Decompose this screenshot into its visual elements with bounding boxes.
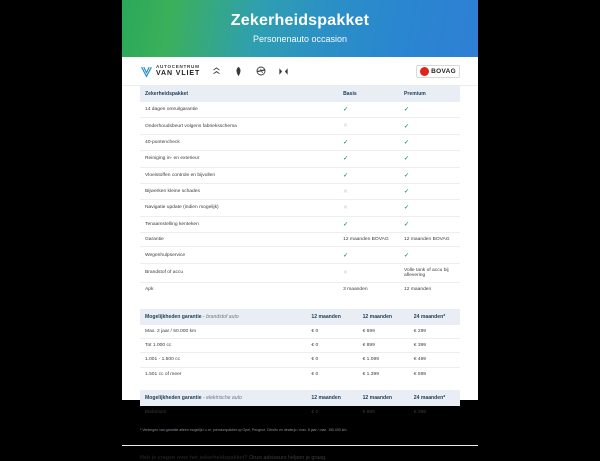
col-header-warranty-electric (140, 390, 306, 406)
col-header-warranty-fuel (140, 309, 306, 325)
check-icon: ✓ (404, 221, 410, 228)
package-table-body (140, 102, 460, 297)
cell-value: 12 maanden BOVAG (404, 237, 450, 243)
feature-basis (338, 200, 399, 216)
table-row (140, 183, 460, 199)
footnote: * Verlengen van garantie alleen mogelijk i.c.m. premiumpakket op Opel, Peugeot, Citroën en dealerjo / max. 8 jaar / max. 150.000 km. (140, 428, 348, 433)
feature-label: Brandstof of accu (140, 263, 338, 282)
logo-bar (122, 57, 478, 86)
feature-basis (338, 233, 399, 247)
warranty-price-3: € 599 (413, 371, 427, 377)
warranty-price-2: € 699 (358, 325, 409, 339)
bovag-mark-icon (420, 67, 429, 76)
feature-basis (338, 183, 399, 199)
cell-value: Volle tank of accu bij aflevering (404, 267, 449, 278)
check-icon: ✓ (404, 189, 410, 196)
table-row (140, 167, 460, 183)
cell-value: 3 maanden (343, 287, 368, 293)
cell-value: 12 maanden (404, 287, 432, 293)
feature-label: Navigatie update (indien mogelijk) (140, 200, 338, 216)
warranty-electric-body (140, 406, 460, 419)
feature-label: Wegenhulpservice (140, 247, 338, 263)
footer-question: Heb je vragen over het zekerheidspakket? (140, 454, 248, 461)
feature-label: Tenaamstelling kenteken (140, 216, 338, 232)
feature-premium (399, 247, 460, 263)
warranty-fuel-title: Mogelijkheden garantie (145, 313, 202, 320)
table-header-row (140, 86, 460, 102)
warranty-label: Max. 2 jaar / 50.000 km (140, 325, 306, 339)
warranty-price-1: € 0 (311, 371, 319, 377)
table-row (140, 247, 460, 263)
bovag-label: BOVAG (431, 67, 456, 75)
table-row (140, 283, 460, 297)
warranty-label: Tot 1.000 cc (140, 338, 306, 352)
feature-label: Reiniging in- en exterieur (140, 151, 338, 167)
feature-premium (399, 233, 460, 247)
feature-label: Garantie (140, 233, 338, 247)
warranty-price-2: € 1.399 (362, 371, 379, 377)
feature-basis (338, 247, 399, 263)
warranty-price-3: € 399 (409, 338, 460, 352)
check-icon: ✓ (343, 156, 349, 163)
table-row (140, 151, 460, 167)
warranty-fuel-body (140, 325, 460, 382)
col-header-f1: 12 maanden (306, 309, 357, 325)
brand-ds-icon (278, 66, 289, 77)
cross-icon: ✕ (343, 188, 348, 195)
check-icon: ✓ (404, 123, 410, 130)
feature-label: Onderhoudsbeurt volgens fabrieksschema (140, 118, 338, 134)
check-icon: ✓ (343, 252, 349, 259)
document-footer (122, 445, 478, 461)
feature-basis (338, 263, 399, 282)
col-header-f2: 12 maanden (358, 309, 409, 325)
feature-premium (399, 200, 460, 216)
warranty-label: 1.501 cc of meer (145, 371, 182, 377)
table-row (140, 406, 460, 419)
warranty-electric-table (140, 390, 460, 419)
col-header-feature: Zekerheidspakket (140, 86, 338, 102)
table-row (140, 118, 460, 134)
col-header-e2: 12 maanden (358, 390, 409, 406)
table-row (140, 216, 460, 232)
check-icon: ✓ (404, 156, 410, 163)
page-title: Zekerheidspakket (230, 12, 370, 29)
feature-premium (399, 151, 460, 167)
feature-premium (399, 216, 460, 232)
feature-basis (338, 134, 399, 150)
feature-label: Bijwerken kleine schades (140, 183, 338, 199)
check-icon: ✓ (343, 139, 349, 146)
check-icon: ✓ (404, 139, 410, 146)
brand-peugeot-icon (233, 66, 244, 77)
document-page (122, 0, 478, 461)
feature-label: Apk (145, 287, 154, 293)
warranty-price-2: € 889 (362, 410, 375, 416)
dealer-name-line1: AUTOCENTRUM (156, 63, 200, 69)
feature-label: Vloeistoffen controle en bijvullen (140, 167, 338, 183)
warranty-price-1: € 0 (306, 353, 357, 367)
warranty-price-3: € 499 (409, 353, 460, 367)
package-table-section (122, 86, 478, 297)
warranty-price-3: € 399 (413, 410, 427, 416)
check-icon: ✓ (404, 205, 410, 212)
check-icon: ✓ (343, 172, 349, 179)
feature-premium (399, 102, 460, 118)
dealer-logo (140, 65, 200, 78)
warranty-fuel-note: - brandstof auto (201, 313, 239, 320)
table-row (140, 233, 460, 247)
feature-premium (399, 183, 460, 199)
feature-basis (338, 167, 399, 183)
feature-basis (338, 216, 399, 232)
col-header-basis: Basis (338, 86, 399, 102)
check-icon: ✓ (404, 107, 410, 114)
table-header-row (140, 390, 460, 406)
col-header-premium: Premium (399, 86, 460, 102)
feature-premium (399, 283, 460, 297)
warranty-price-1: € 0 (306, 325, 357, 339)
warranty-price-2: € 1.099 (358, 353, 409, 367)
warranty-electric-note: - elektrische auto (201, 395, 242, 401)
check-icon: ✓ (404, 252, 410, 259)
table-row (140, 338, 460, 352)
cross-icon: ✕ (343, 123, 348, 130)
brand-opel-icon (255, 65, 267, 77)
document-header (122, 0, 478, 57)
warranty-price-3: € 299 (409, 325, 460, 339)
feature-basis (338, 102, 399, 118)
feature-basis (338, 118, 399, 134)
warranty-price-1: € 0 (311, 410, 319, 416)
table-header-row (140, 309, 460, 325)
check-icon: ✓ (343, 221, 349, 228)
warranty-price-1: € 0 (306, 338, 357, 352)
footer-answer: Onze adviseurs helpen je graag. (249, 454, 327, 461)
feature-premium (399, 118, 460, 134)
van-vliet-mark-icon (140, 65, 153, 78)
col-header-e3: 24 maanden* (409, 390, 460, 406)
table-row (140, 134, 460, 150)
dealer-name-line2: VAN VLIET (156, 69, 201, 77)
feature-label: 14 dagen omruilgarantie (140, 102, 338, 118)
feature-premium (399, 167, 460, 183)
warranty-electric-title: Mogelijkheden garantie (145, 395, 202, 401)
cell-value: 12 maanden BOVAG (343, 237, 389, 243)
warranty-price-2: € 899 (358, 338, 409, 352)
table-row (140, 325, 460, 339)
table-row (140, 263, 460, 282)
table-row (140, 367, 460, 381)
warranty-electric-section (122, 390, 478, 419)
cross-icon: ✕ (343, 204, 348, 211)
feature-premium (399, 263, 460, 282)
feature-basis (338, 283, 399, 297)
bovag-logo (416, 65, 460, 78)
feature-basis (338, 151, 399, 167)
page-subtitle: Personenauto occasion (252, 34, 348, 44)
cross-icon: ✕ (343, 269, 348, 276)
table-row (140, 102, 460, 118)
warranty-label: Elektrisch (145, 410, 167, 416)
warranty-label: 1.001 - 1.500 cc (140, 353, 306, 367)
warranty-fuel-table (140, 309, 460, 382)
check-icon: ✓ (404, 172, 410, 179)
table-row (140, 200, 460, 216)
warranty-fuel-section (122, 309, 478, 382)
table-row (140, 353, 460, 367)
check-icon: ✓ (343, 107, 349, 114)
feature-label: 40-puntencheck (140, 134, 338, 150)
package-table (140, 86, 460, 297)
brand-citroen-icon (211, 66, 222, 77)
feature-premium (399, 134, 460, 150)
col-header-f3: 24 maanden* (409, 309, 460, 325)
col-header-e1: 12 maanden (306, 390, 357, 406)
